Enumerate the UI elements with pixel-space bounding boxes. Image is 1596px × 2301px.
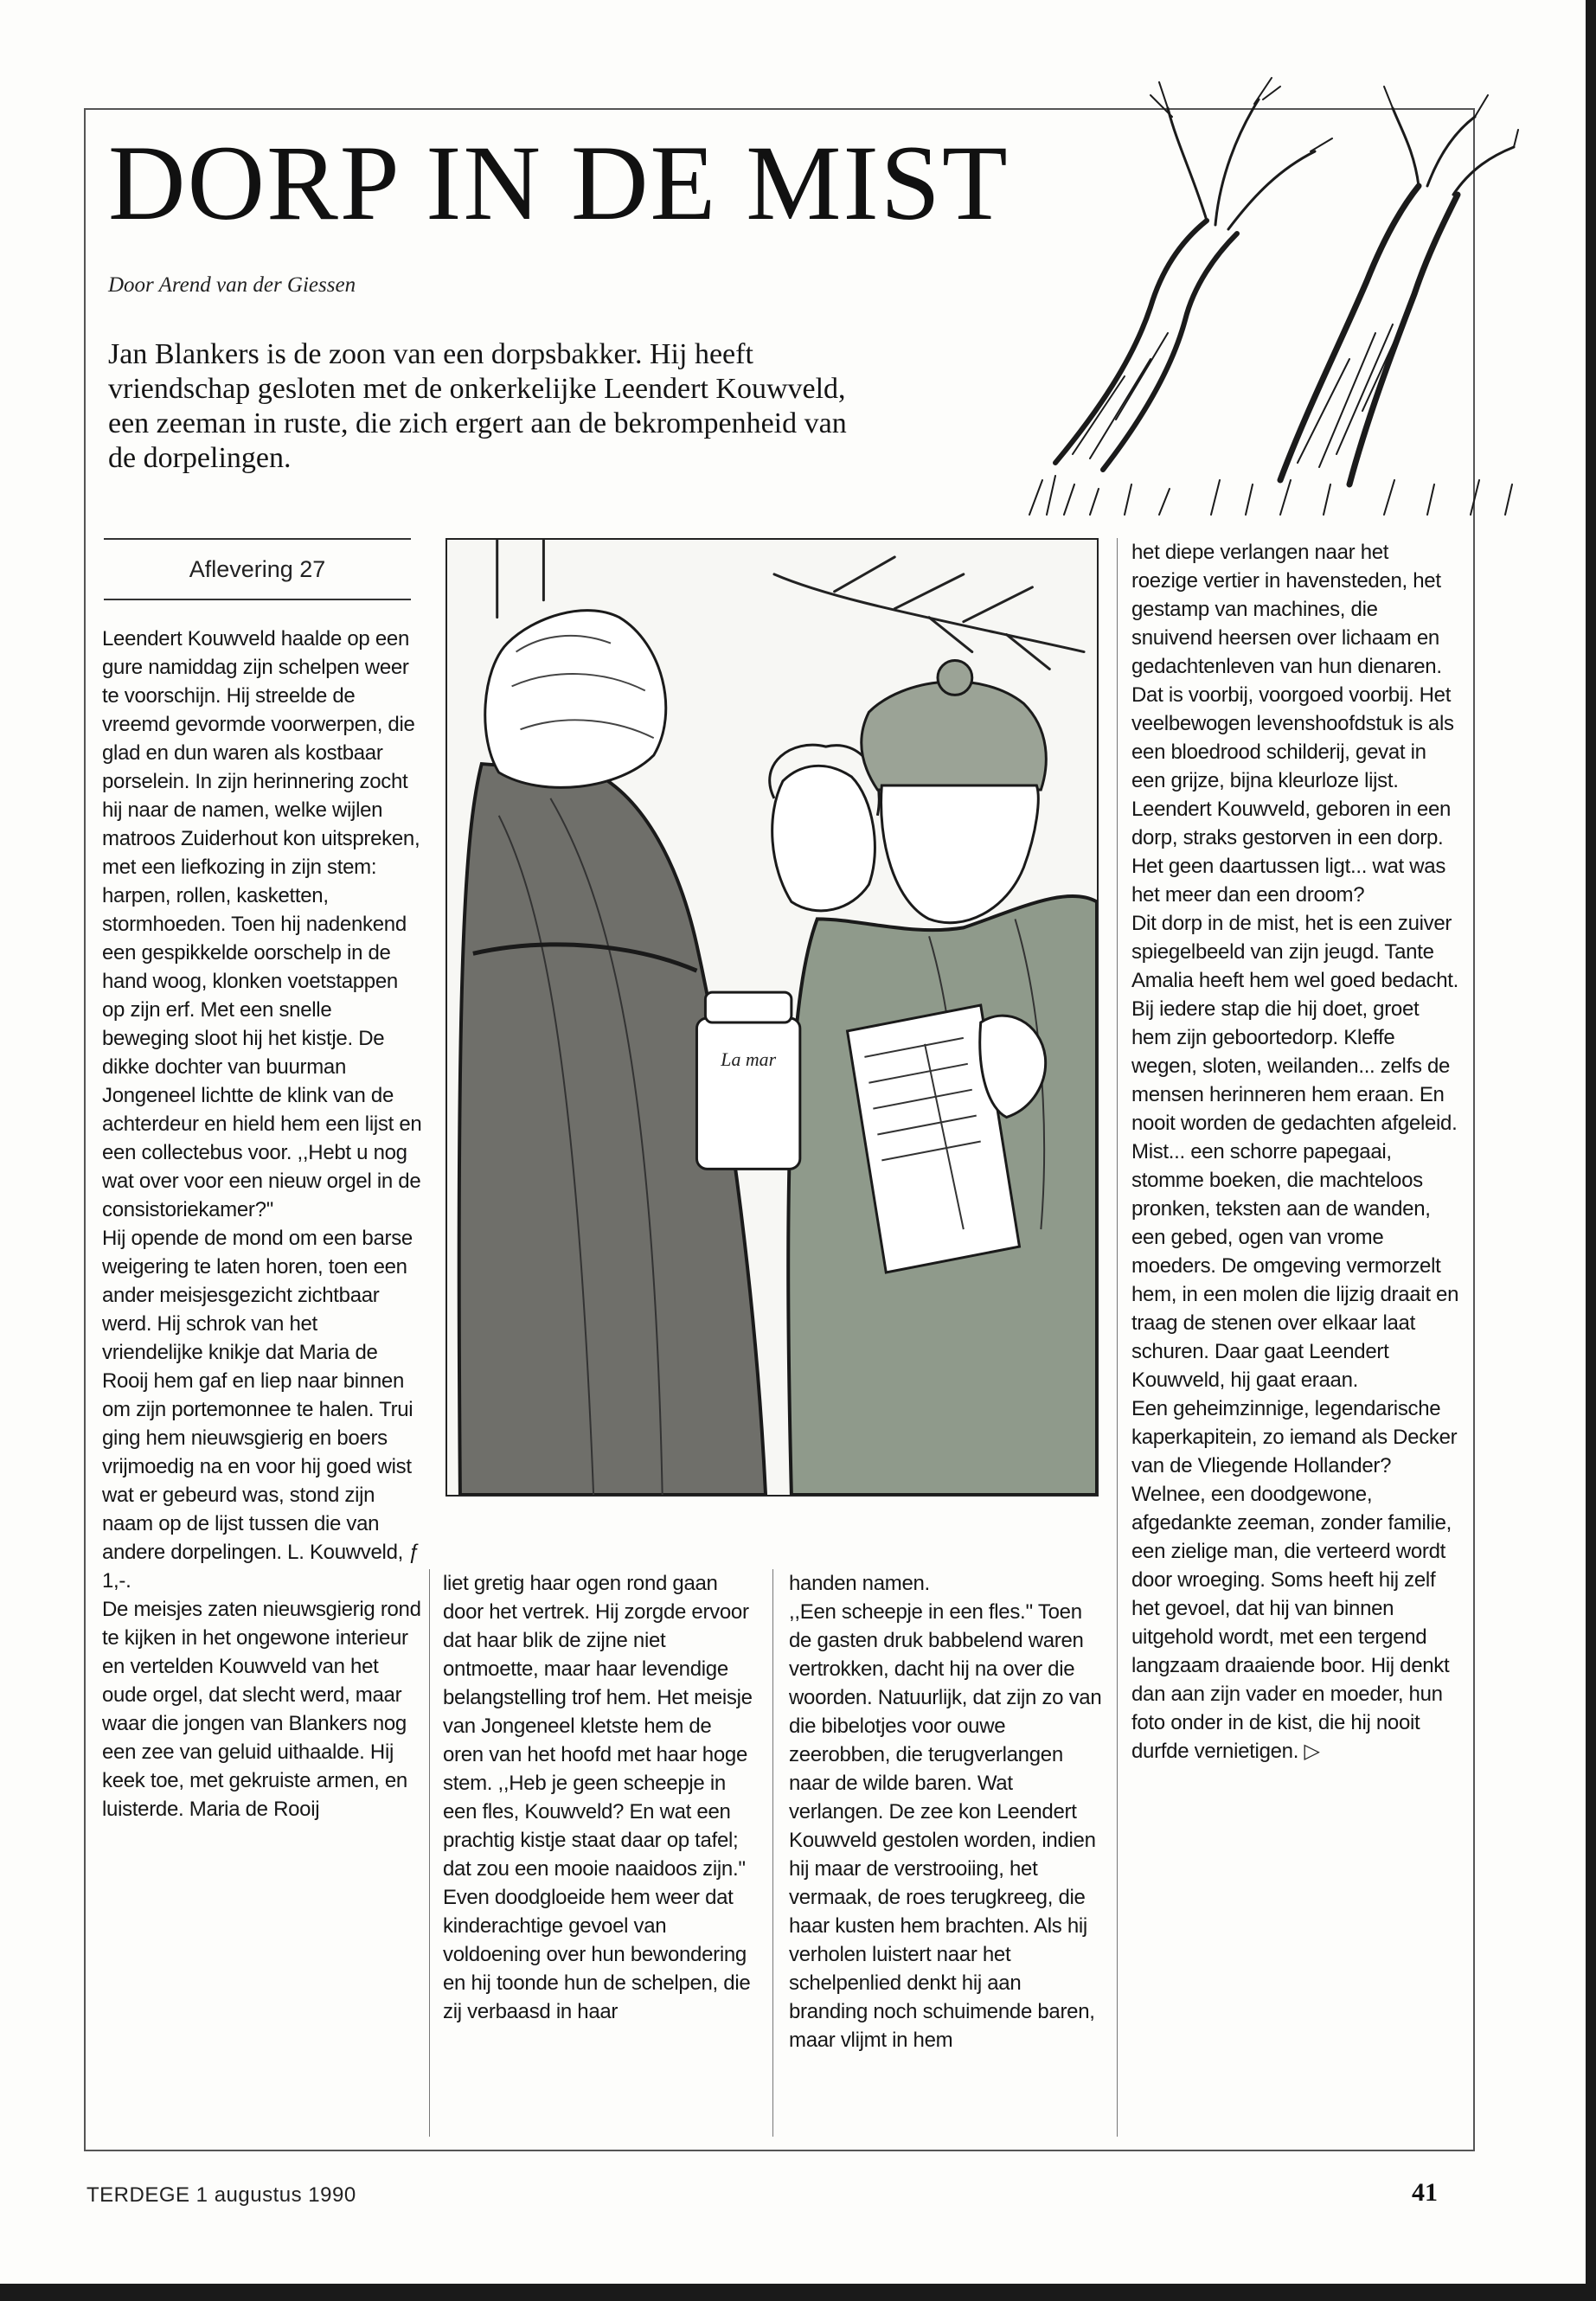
article-title: DORP IN DE MIST (108, 124, 1010, 242)
tin-label: La mar (721, 1048, 777, 1070)
page-number: 41 (1412, 2178, 1438, 2207)
text-column-3 (789, 1569, 1105, 2054)
willow-trees-illustration (1021, 48, 1522, 519)
paragraph: Leendert Kouwveld haalde op een gure namiddag zijn schelpen weer te voorschijn. Hij streelde de vreemd gevormde voorwerpen, die glad en dun waren als kostbaar porselein. In zijn herinnering zocht hij naar de namen, welke wijlen matroos Zuiderhout kon uitspreken, met een liefkozing in zijn stem: harpen, rollen, kasketten, stormhoeden. Toen hij nadenkend een gespikkelde oorschelp in de hand woog, klonken voetstappen op zijn erf. Met een snelle beweging sloot hij het kistje. De dikke dochter van buurman Jongeneel lichtte de klink van de achterdeur en hield hem een lijst en een collectebus voor. ,,Hebt u nog wat over voor een nieuw orgel in de consistoriekamer?'' (102, 627, 422, 1221)
paragraph: Dat is voorbij, voorgoed voorbij. Het veelbewogen levenshoofdstuk is als een bloedrood schilderij, gevat in een grijze, bijna kleurloze lijst. Leendert Kouwveld, geboren in een dorp, straks gestorven in een dorp. Het geen daartussen ligt... wat was het meer dan een droom? (1131, 683, 1454, 907)
episode-label: Aflevering 27 (104, 538, 411, 600)
text-column-1 (102, 625, 422, 1823)
paragraph: Hij opende de mond om een barse weigering te laten horen, toen een ander meisjesgezicht zichtbaar werd. Hij schrok van het vriendelijke knikje dat Maria de Rooij hem gaf en liep naar binnen om zijn portemonnee te halen. Trui ging hem nieuwsgierig en boers vrijmoedig na en voor hij goed wist wat er gebeurd was, stond zijn naam op de lijst tussen die van andere dorpelingen. L. Kouwveld, ƒ 1,-. (102, 1227, 420, 1593)
text-column-2 (443, 1569, 754, 2026)
publication-footer: TERDEGE 1 augustus 1990 (87, 2183, 356, 2207)
paragraph: Even doodgloeide hem weer dat kinderachtige gevoel van voldoening over hun bewondering en hij toonde hun de schelpen, die zij verbaasd in haar (443, 1886, 751, 2023)
paragraph: liet gretig haar ogen rond gaan door het vertrek. Hij zorgde ervoor dat haar blik de zijne niet ontmoette, maar haar levendige belangstelling trof hem. Het meisje van Jongeneel kletste hem de oren van het hoofd met haar hoge stem. ,,Heb je geen scheepje in een fles, Kouwveld? En wat een prachtig kistje staat daar op tafel; dat zou een mooie naaidoos zijn.'' (443, 1572, 753, 1881)
scan-edge-bottom (0, 2284, 1596, 2301)
column-rule (1117, 538, 1118, 2137)
scan-edge-right (1586, 0, 1596, 2301)
paragraph: De meisjes zaten nieuwsgierig rond te kijken in het ongewone interieur en vertelden Kouwveld van het oude orgel, dat slecht werd, maar waar die jongen van Blankers nog een zee van geluid uithaalde. Hij keek toe, met gekruiste armen, en luisterde. Maria de Rooij (102, 1598, 421, 1821)
article-intro: Jan Blankers is de zoon van een dorpsbakker. Hij heeft vriendschap gesloten met de onkerkelijke Leendert Kouwveld, een zeeman in ruste, die zich ergert aan de bekrompenheid van de dorpelingen. (108, 338, 847, 474)
article-author: Door Arend van der Giessen (108, 273, 356, 297)
paragraph: Dit dorp in de mist, het is een zuiver spiegelbeeld van zijn jeugd. Tante Amalia heeft hem wel goed bedacht. Bij iedere stap die hij doet, groet hem zijn geboortedorp. Kleffe wegen, sloten, weilanden... zelfs de mensen herinneren hem eraan. En nooit worden de gedachten afgeleid. Mist... een schorre papegaai, stomme boeken, die machteloos pronken, teksten aan de wanden, een gebed, ogen van vrome moeders. De omgeving vermorzelt hem, in een molen die lijzig draait en traag de stenen over elkaar laat schuren. Daar gaat Leendert Kouwveld, hij gaat eraan. (1131, 912, 1459, 1392)
continue-arrow-icon: ▷ (1304, 1740, 1320, 1763)
story-illustration (445, 538, 1099, 1497)
paragraph: ,,Een scheepje in een fles.'' Toen de gasten druk babbelend waren vertrokken, dacht hij na over die woorden. Natuurlijk, dat zijn zo van die bibelotjes voor ouwe zeerobben, die terugverlangen naar de wilde baren. Wat verlangen. De zee kon Leendert Kouwveld gestolen worden, indien hij maar de verstrooiing, het vermaak, de roes terugkreeg, die haar kusten hem brachten. Als hij verholen luistert naar het schelpenlied denkt hij aan branding noch schuimende baren, maar vlijmt in hem (789, 1600, 1102, 2052)
paragraph-last (1131, 1394, 1460, 1766)
paragraph: het diepe verlangen naar het roezige vertier in havensteden, het gestamp van machines, die snuivend heersen over lichaam en gedachtenleven van hun dienaren. (1131, 541, 1442, 678)
text-column-4 (1131, 538, 1460, 1766)
column-rule (429, 1569, 430, 2137)
paragraph: Een geheimzinnige, legendarische kaperkapitein, zo iemand als Decker van de Vliegende Hollander? Welnee, een doodgewone, afgedankte zeeman, zonder familie, een zielige man, die verteerd wordt door wroeging. Soms heeft hij zelf het gevoel, dat hij van binnen uitgehold wordt, met een tergend langzaam draaiende boor. Hij denkt dan aan zijn vader en moeder, hun foto onder in de kist, die hij nooit durfde vernietigen. (1131, 1397, 1458, 1763)
column-rule (772, 1569, 773, 2137)
paragraph: handen namen. (789, 1572, 930, 1595)
